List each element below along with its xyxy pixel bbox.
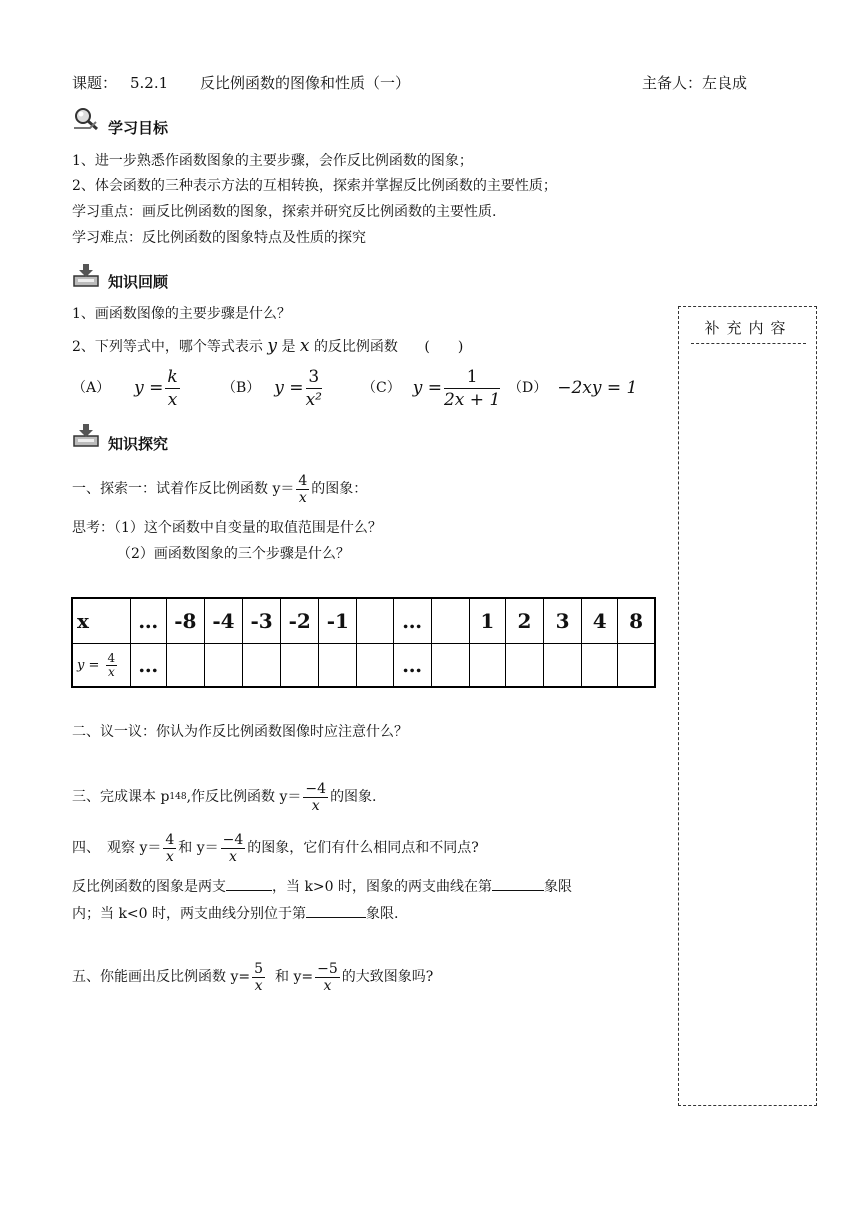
supplement-box[interactable] (678, 306, 817, 1106)
table-cell (469, 644, 505, 688)
objective-2: 2、体会函数的三种表示方法的互相转换，探索并掌握反比例函数的主要性质； (72, 178, 557, 194)
table-cell: 8 (618, 598, 655, 644)
key-point: 学习重点：画反比例函数的图象，探索并研究反比例函数的主要性质. (72, 204, 497, 220)
table-cell (204, 644, 242, 688)
table-cell (582, 644, 618, 688)
table-cell (281, 644, 319, 688)
property-fill-line-1: 反比例函数的图象是两支 ，当 k>0 时，图象的两支曲线在第 象限 (72, 879, 573, 895)
table-cell: … (393, 644, 431, 688)
answer-blank[interactable] (492, 890, 544, 891)
objectives-heading: 学习目标 (108, 119, 169, 137)
table-row (72, 644, 655, 688)
topic-label: 课题： (72, 74, 118, 92)
difficult-point: 学习难点：反比例函数的图象特点及性质的探究 (72, 230, 366, 246)
table-cell (357, 598, 393, 644)
supplement-title: 补充内容 (691, 317, 806, 344)
option-b: （B） y = $\frac{3}{\text{x²}}$ (222, 366, 322, 410)
table-cell: -4 (204, 598, 242, 644)
table-cell (618, 644, 655, 688)
table-row (72, 598, 655, 644)
table-cell: -8 (166, 598, 204, 644)
table-cell: 4 (582, 598, 618, 644)
table-cell: 3 (544, 598, 582, 644)
explore-2: 二、议一议：你认为作反比例函数图像时应注意什么？ (72, 724, 408, 740)
think-1: 思考：（1）这个函数中自变量的取值范围是什么？ (72, 520, 382, 536)
table-cell (243, 644, 281, 688)
table-cell: … (393, 598, 431, 644)
lesson-title: 反比例函数的图像和性质（一） (200, 74, 411, 92)
think-2: （2）画函数图象的三个步骤是什么？ (117, 546, 350, 562)
option-d: （D） −2xy = 1 (508, 378, 638, 398)
explore-4: 四、 观察 y＝ $\frac{4}{x}$ 和 y＝ $\frac{-4}{x}$ 的图象，它们有什么相同点和不同点? (72, 831, 479, 865)
review-heading: 知识回顾 (108, 273, 169, 291)
table-cell (431, 644, 469, 688)
table-cell: y = $\frac{4}{x}$ (72, 644, 130, 688)
table-cell (357, 644, 393, 688)
table-cell: x (72, 598, 130, 644)
table-cell (505, 644, 543, 688)
review-question-2: 2、下列等式中，哪个等式表示 y 是 x 的反比例函数 ( ) (72, 336, 464, 356)
table-cell (319, 644, 357, 688)
answer-blank[interactable] (226, 890, 272, 891)
explore-heading: 知识探究 (108, 435, 169, 453)
explore-1: 一、探索一：试着作反比例函数 y＝ $\frac{4}{x}$ 的图象： (72, 472, 368, 506)
explore-3: 三、完成课本 p 148 ,作反比例函数 y＝ $\frac{-4}{x}$ 的图象. (72, 780, 377, 814)
option-c: （C） y = $\frac{1}{2x + 1}$ (362, 366, 501, 410)
lesson-number: 5.2.1 (130, 74, 169, 92)
objective-1: 1、进一步熟悉作函数图象的主要步骤，会作反比例函数的图象； (72, 153, 473, 169)
table-cell: … (130, 598, 166, 644)
table-cell (431, 598, 469, 644)
preparer: 主备人：左良成 (642, 74, 748, 92)
table-cell (166, 644, 204, 688)
download-tray-icon (72, 422, 100, 448)
option-a: （A） y = $\frac{k}{x}$ (72, 366, 178, 410)
value-table (71, 597, 656, 688)
table-cell: 1 (469, 598, 505, 644)
table-cell: … (130, 644, 166, 688)
table-cell: -2 (281, 598, 319, 644)
property-fill-line-2: 内；当 k<0 时，两支曲线分别位于第 象限. (72, 906, 399, 922)
magnifier-icon (72, 106, 104, 132)
review-question-1: 1、画函数图像的主要步骤是什么？ (72, 306, 291, 322)
table-cell: -3 (243, 598, 281, 644)
answer-blank[interactable] (306, 917, 366, 918)
table-cell: 2 (505, 598, 543, 644)
table-cell (544, 644, 582, 688)
download-tray-icon (72, 262, 100, 288)
table-cell: -1 (319, 598, 357, 644)
explore-5: 五、你能画出反比例函数 y= $\frac{5}{x}$ 和 y= $\frac{-5}{x}$ 的大致图象吗? (72, 960, 434, 994)
